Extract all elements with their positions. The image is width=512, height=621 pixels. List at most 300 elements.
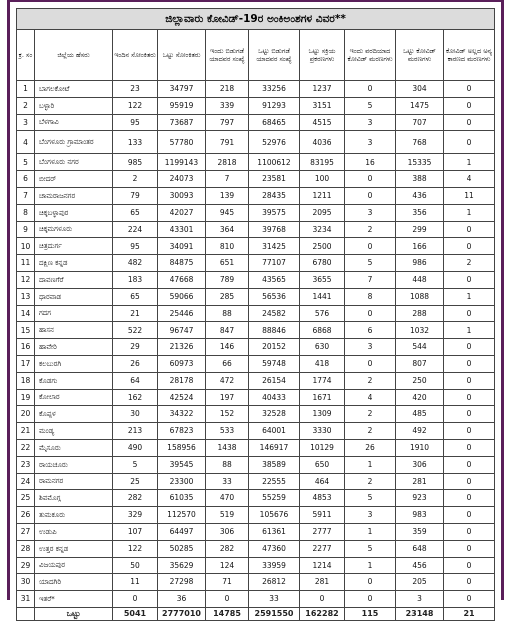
today-discharged: 88 xyxy=(206,305,249,322)
table-row xyxy=(17,187,495,204)
serial-number: 28 xyxy=(17,540,35,557)
left-border xyxy=(7,0,10,600)
total-discharged: 64001 xyxy=(249,423,300,440)
today-cases: 95 xyxy=(113,114,158,131)
totals-label: ಒಟ್ಟು xyxy=(35,607,113,620)
serial-number: 27 xyxy=(17,523,35,540)
total-cases: 39545 xyxy=(158,456,206,473)
today-discharged: 146 xyxy=(206,339,249,356)
other-deaths: 0 xyxy=(444,372,495,389)
total-discharged: 32528 xyxy=(249,406,300,423)
serial-number: 10 xyxy=(17,238,35,255)
today-deaths: 5 xyxy=(345,490,396,507)
today-discharged: 789 xyxy=(206,271,249,288)
total-deaths: 707 xyxy=(396,114,444,131)
today-discharged: 472 xyxy=(206,372,249,389)
active-cases: 630 xyxy=(300,339,345,356)
today-discharged: 339 xyxy=(206,97,249,114)
serial-number: 13 xyxy=(17,288,35,305)
district-name: ಇತರೆ* xyxy=(35,591,113,608)
total-discharged: 88846 xyxy=(249,322,300,339)
total-deaths: 807 xyxy=(396,355,444,372)
other-deaths: 0 xyxy=(444,271,495,288)
today-cases: 65 xyxy=(113,288,158,305)
other-deaths: 11 xyxy=(444,187,495,204)
table-row xyxy=(17,355,495,372)
total-cases: 1199143 xyxy=(158,154,206,171)
active-cases: 1214 xyxy=(300,557,345,574)
table-row xyxy=(17,490,495,507)
total-cases: 50285 xyxy=(158,540,206,557)
district-name: ಬೀದರ್ xyxy=(35,171,113,188)
total-cases: 84875 xyxy=(158,255,206,272)
today-discharged: 197 xyxy=(206,389,249,406)
today-deaths: 2 xyxy=(345,473,396,490)
table-row xyxy=(17,372,495,389)
today-deaths: 1 xyxy=(345,557,396,574)
total-discharged: 33256 xyxy=(249,81,300,98)
serial-number: 9 xyxy=(17,221,35,238)
today-discharged: 533 xyxy=(206,423,249,440)
serial-number: 2 xyxy=(17,97,35,114)
total-deaths: 986 xyxy=(396,255,444,272)
totals-total: 2777010 xyxy=(158,607,206,620)
today-cases: 282 xyxy=(113,490,158,507)
serial-number: 20 xyxy=(17,406,35,423)
other-deaths: 0 xyxy=(444,574,495,591)
today-cases: 50 xyxy=(113,557,158,574)
total-discharged: 105676 xyxy=(249,507,300,524)
stats-sheet xyxy=(16,8,494,621)
totals-today: 5041 xyxy=(113,607,158,620)
total-cases: 59066 xyxy=(158,288,206,305)
today-deaths: 16 xyxy=(345,154,396,171)
total-deaths: 356 xyxy=(396,204,444,221)
table-row xyxy=(17,507,495,524)
active-cases: 2095 xyxy=(300,204,345,221)
active-cases: 1671 xyxy=(300,389,345,406)
total-deaths: 306 xyxy=(396,456,444,473)
active-cases: 4036 xyxy=(300,131,345,154)
today-cases: 64 xyxy=(113,372,158,389)
total-deaths: 1088 xyxy=(396,288,444,305)
today-cases: 11 xyxy=(113,574,158,591)
total-discharged: 40433 xyxy=(249,389,300,406)
today-deaths: 26 xyxy=(345,439,396,456)
today-cases: 490 xyxy=(113,439,158,456)
total-discharged: 146917 xyxy=(249,439,300,456)
other-deaths: 0 xyxy=(444,507,495,524)
today-discharged: 66 xyxy=(206,355,249,372)
table-row xyxy=(17,523,495,540)
total-deaths: 250 xyxy=(396,372,444,389)
total-deaths: 983 xyxy=(396,507,444,524)
other-deaths: 0 xyxy=(444,238,495,255)
active-cases: 2277 xyxy=(300,540,345,557)
today-discharged: 139 xyxy=(206,187,249,204)
totals-today-deaths: 115 xyxy=(345,607,396,620)
today-cases: 29 xyxy=(113,339,158,356)
active-cases: 4515 xyxy=(300,114,345,131)
today-deaths: 0 xyxy=(345,591,396,608)
other-deaths: 2 xyxy=(444,255,495,272)
today-cases: 26 xyxy=(113,355,158,372)
column-header: ಒಟ್ಟು ಸೋಂಕಿತರು xyxy=(158,30,206,81)
total-discharged: 91293 xyxy=(249,97,300,114)
district-name: ಧಾರವಾಡ xyxy=(35,288,113,305)
total-cases: 67823 xyxy=(158,423,206,440)
today-discharged: 364 xyxy=(206,221,249,238)
table-row xyxy=(17,574,495,591)
today-deaths: 8 xyxy=(345,288,396,305)
table-row xyxy=(17,339,495,356)
today-cases: 224 xyxy=(113,221,158,238)
table-row xyxy=(17,97,495,114)
total-discharged: 23581 xyxy=(249,171,300,188)
totals-active: 162282 xyxy=(300,607,345,620)
district-name: ತುಮಕೂರು xyxy=(35,507,113,524)
table-row xyxy=(17,389,495,406)
table-title: ಜಿಲ್ಲಾವಾರು ಕೋವಿಡ್-19ರ ಅಂಕಿಅಂಶಗಳ ವಿವರ** xyxy=(17,9,495,30)
total-deaths: 288 xyxy=(396,305,444,322)
active-cases: 281 xyxy=(300,574,345,591)
other-deaths: 0 xyxy=(444,131,495,154)
table-row xyxy=(17,591,495,608)
total-deaths: 281 xyxy=(396,473,444,490)
total-deaths: 923 xyxy=(396,490,444,507)
district-name: ಉತ್ತರ ಕನ್ನಡ xyxy=(35,540,113,557)
today-discharged: 33 xyxy=(206,473,249,490)
today-cases: 107 xyxy=(113,523,158,540)
district-name: ಕೊಡಗು xyxy=(35,372,113,389)
today-deaths: 1 xyxy=(345,523,396,540)
active-cases: 4853 xyxy=(300,490,345,507)
today-deaths: 3 xyxy=(345,339,396,356)
district-name: ದಕ್ಷಿಣ ಕನ್ನಡ xyxy=(35,255,113,272)
total-discharged: 59748 xyxy=(249,355,300,372)
total-cases: 25446 xyxy=(158,305,206,322)
other-deaths: 0 xyxy=(444,523,495,540)
total-discharged: 1100612 xyxy=(249,154,300,171)
today-cases: 0 xyxy=(113,591,158,608)
table-row xyxy=(17,221,495,238)
active-cases: 5911 xyxy=(300,507,345,524)
total-cases: 158956 xyxy=(158,439,206,456)
active-cases: 0 xyxy=(300,591,345,608)
today-discharged: 124 xyxy=(206,557,249,574)
other-deaths: 0 xyxy=(444,540,495,557)
active-cases: 1211 xyxy=(300,187,345,204)
total-discharged: 26812 xyxy=(249,574,300,591)
today-cases: 5 xyxy=(113,456,158,473)
totals-other-deaths: 21 xyxy=(444,607,495,620)
active-cases: 3151 xyxy=(300,97,345,114)
total-cases: 60973 xyxy=(158,355,206,372)
today-deaths: 3 xyxy=(345,507,396,524)
serial-number: 22 xyxy=(17,439,35,456)
totals-today-discharged: 14785 xyxy=(206,607,249,620)
total-deaths: 299 xyxy=(396,221,444,238)
total-cases: 28178 xyxy=(158,372,206,389)
right-border xyxy=(501,0,504,600)
total-deaths: 768 xyxy=(396,131,444,154)
district-name: ಕೋಲಾರ xyxy=(35,389,113,406)
serial-number: 8 xyxy=(17,204,35,221)
total-cases: 21326 xyxy=(158,339,206,356)
total-deaths: 15335 xyxy=(396,154,444,171)
today-discharged: 470 xyxy=(206,490,249,507)
total-cases: 30093 xyxy=(158,187,206,204)
column-header: ಕ್ರ. ಸಂ xyxy=(17,30,35,81)
today-discharged: 0 xyxy=(206,591,249,608)
today-deaths: 3 xyxy=(345,204,396,221)
district-name: ಗದಗ xyxy=(35,305,113,322)
active-cases: 1441 xyxy=(300,288,345,305)
total-cases: 73687 xyxy=(158,114,206,131)
total-discharged: 24582 xyxy=(249,305,300,322)
table-row xyxy=(17,322,495,339)
table-row xyxy=(17,114,495,131)
district-name: ವಿಜಯಪುರ xyxy=(35,557,113,574)
today-deaths: 5 xyxy=(345,540,396,557)
total-discharged: 28435 xyxy=(249,187,300,204)
district-name: ಬೆಂಗಳೂರು ಗ್ರಾಮಾಂತರ xyxy=(35,131,113,154)
total-discharged: 43565 xyxy=(249,271,300,288)
total-discharged: 26154 xyxy=(249,372,300,389)
district-covid-table xyxy=(16,8,495,621)
other-deaths: 0 xyxy=(444,406,495,423)
today-deaths: 0 xyxy=(345,574,396,591)
total-cases: 35629 xyxy=(158,557,206,574)
total-deaths: 448 xyxy=(396,271,444,288)
today-discharged: 797 xyxy=(206,114,249,131)
other-deaths: 0 xyxy=(444,439,495,456)
district-name: ರಾಮನಗರ xyxy=(35,473,113,490)
today-cases: 122 xyxy=(113,540,158,557)
district-name: ಚಾಮರಾಜನಗರ xyxy=(35,187,113,204)
total-discharged: 39768 xyxy=(249,221,300,238)
today-cases: 183 xyxy=(113,271,158,288)
total-discharged: 33 xyxy=(249,591,300,608)
column-header: ಕೋವಿಡ್ ಅಲ್ಲದ ಅನ್ಯ ಕಾರಣದ ಮರಣಗಳು xyxy=(444,30,495,81)
other-deaths: 1 xyxy=(444,288,495,305)
totals-total-discharged: 2591550 xyxy=(249,607,300,620)
serial-number: 5 xyxy=(17,154,35,171)
today-discharged: 282 xyxy=(206,540,249,557)
today-discharged: 810 xyxy=(206,238,249,255)
today-discharged: 791 xyxy=(206,131,249,154)
total-cases: 95919 xyxy=(158,97,206,114)
table-row xyxy=(17,423,495,440)
other-deaths: 1 xyxy=(444,154,495,171)
table-row xyxy=(17,557,495,574)
other-deaths: 0 xyxy=(444,97,495,114)
district-name: ಬೆಳಗಾವಿ xyxy=(35,114,113,131)
top-border xyxy=(7,0,504,2)
total-deaths: 205 xyxy=(396,574,444,591)
active-cases: 83195 xyxy=(300,154,345,171)
active-cases: 100 xyxy=(300,171,345,188)
serial-number: 7 xyxy=(17,187,35,204)
total-cases: 24073 xyxy=(158,171,206,188)
today-cases: 30 xyxy=(113,406,158,423)
serial-number: 6 xyxy=(17,171,35,188)
total-cases: 64497 xyxy=(158,523,206,540)
total-cases: 23300 xyxy=(158,473,206,490)
total-discharged: 55259 xyxy=(249,490,300,507)
active-cases: 650 xyxy=(300,456,345,473)
district-name: ಉಡುಪಿ xyxy=(35,523,113,540)
district-name: ಶಿವಮೊಗ್ಗ xyxy=(35,490,113,507)
total-deaths: 166 xyxy=(396,238,444,255)
serial-number: 21 xyxy=(17,423,35,440)
district-name: ಹಾವೇರಿ xyxy=(35,339,113,356)
other-deaths: 0 xyxy=(444,355,495,372)
total-deaths: 485 xyxy=(396,406,444,423)
district-name: ಚಿಕ್ಕಬಳ್ಳಾಪುರ xyxy=(35,204,113,221)
other-deaths: 0 xyxy=(444,114,495,131)
today-deaths: 2 xyxy=(345,423,396,440)
today-cases: 133 xyxy=(113,131,158,154)
other-deaths: 0 xyxy=(444,81,495,98)
today-deaths: 5 xyxy=(345,97,396,114)
serial-number: 15 xyxy=(17,322,35,339)
other-deaths: 0 xyxy=(444,557,495,574)
column-header: ಜಿಲ್ಲೆಯ ಹೆಸರು xyxy=(35,30,113,81)
today-cases: 2 xyxy=(113,171,158,188)
active-cases: 1774 xyxy=(300,372,345,389)
total-discharged: 77107 xyxy=(249,255,300,272)
column-header: ಒಟ್ಟು ಬಿಡುಗಡೆ ಯಾದವರ ಸಂಖ್ಯೆ xyxy=(249,30,300,81)
totals-total-deaths: 23148 xyxy=(396,607,444,620)
table-body xyxy=(17,81,495,608)
today-cases: 522 xyxy=(113,322,158,339)
header-row xyxy=(17,30,495,81)
table-row xyxy=(17,154,495,171)
district-name: ಬೆಂಗಳೂರು ನಗರ xyxy=(35,154,113,171)
total-deaths: 1475 xyxy=(396,97,444,114)
totals-sn xyxy=(17,607,35,620)
table-row xyxy=(17,456,495,473)
active-cases: 3234 xyxy=(300,221,345,238)
active-cases: 10129 xyxy=(300,439,345,456)
district-name: ಮೈಸೂರು xyxy=(35,439,113,456)
district-name: ಬಾಗಲಕೋಟೆ xyxy=(35,81,113,98)
today-cases: 95 xyxy=(113,238,158,255)
total-discharged: 31425 xyxy=(249,238,300,255)
column-header: ಇಂದಿನ ಸೋಂಕಿತರು xyxy=(113,30,158,81)
district-name: ಮಂಡ್ಯ xyxy=(35,423,113,440)
total-cases: 42524 xyxy=(158,389,206,406)
other-deaths: 0 xyxy=(444,305,495,322)
total-cases: 36 xyxy=(158,591,206,608)
total-deaths: 359 xyxy=(396,523,444,540)
table-row xyxy=(17,271,495,288)
today-deaths: 0 xyxy=(345,187,396,204)
today-discharged: 519 xyxy=(206,507,249,524)
active-cases: 576 xyxy=(300,305,345,322)
serial-number: 25 xyxy=(17,490,35,507)
serial-number: 18 xyxy=(17,372,35,389)
other-deaths: 4 xyxy=(444,171,495,188)
total-discharged: 52976 xyxy=(249,131,300,154)
column-header: ಇಂದು ವರದಿಯಾದ ಕೋವಿಡ್ ಮರಣಗಳು xyxy=(345,30,396,81)
today-cases: 213 xyxy=(113,423,158,440)
today-cases: 23 xyxy=(113,81,158,98)
today-cases: 65 xyxy=(113,204,158,221)
today-discharged: 88 xyxy=(206,456,249,473)
total-discharged: 22555 xyxy=(249,473,300,490)
today-deaths: 3 xyxy=(345,114,396,131)
today-deaths: 0 xyxy=(345,305,396,322)
today-discharged: 71 xyxy=(206,574,249,591)
total-cases: 34091 xyxy=(158,238,206,255)
total-deaths: 420 xyxy=(396,389,444,406)
serial-number: 1 xyxy=(17,81,35,98)
today-discharged: 7 xyxy=(206,171,249,188)
today-deaths: 4 xyxy=(345,389,396,406)
total-discharged: 68465 xyxy=(249,114,300,131)
today-discharged: 285 xyxy=(206,288,249,305)
serial-number: 30 xyxy=(17,574,35,591)
today-cases: 985 xyxy=(113,154,158,171)
total-cases: 43301 xyxy=(158,221,206,238)
active-cases: 6868 xyxy=(300,322,345,339)
today-cases: 122 xyxy=(113,97,158,114)
active-cases: 1309 xyxy=(300,406,345,423)
total-discharged: 47360 xyxy=(249,540,300,557)
serial-number: 11 xyxy=(17,255,35,272)
district-name: ಚಿಕ್ಕಮಗಳೂರು xyxy=(35,221,113,238)
today-cases: 79 xyxy=(113,187,158,204)
total-deaths: 1910 xyxy=(396,439,444,456)
total-discharged: 61361 xyxy=(249,523,300,540)
today-discharged: 306 xyxy=(206,523,249,540)
today-deaths: 0 xyxy=(345,171,396,188)
total-cases: 34797 xyxy=(158,81,206,98)
serial-number: 17 xyxy=(17,355,35,372)
total-deaths: 436 xyxy=(396,187,444,204)
table-row xyxy=(17,171,495,188)
total-cases: 42027 xyxy=(158,204,206,221)
district-name: ದಾವಣಗೆರೆ xyxy=(35,271,113,288)
table-row xyxy=(17,238,495,255)
today-discharged: 651 xyxy=(206,255,249,272)
district-name: ಬಳ್ಳಾರಿ xyxy=(35,97,113,114)
table-row xyxy=(17,540,495,557)
serial-number: 24 xyxy=(17,473,35,490)
district-name: ಕಲಬುರಗಿ xyxy=(35,355,113,372)
today-deaths: 1 xyxy=(345,456,396,473)
total-cases: 47668 xyxy=(158,271,206,288)
active-cases: 1237 xyxy=(300,81,345,98)
today-deaths: 2 xyxy=(345,372,396,389)
table-row xyxy=(17,204,495,221)
total-cases: 34322 xyxy=(158,406,206,423)
total-deaths: 1032 xyxy=(396,322,444,339)
total-deaths: 304 xyxy=(396,81,444,98)
active-cases: 464 xyxy=(300,473,345,490)
total-discharged: 33959 xyxy=(249,557,300,574)
today-cases: 21 xyxy=(113,305,158,322)
serial-number: 14 xyxy=(17,305,35,322)
serial-number: 3 xyxy=(17,114,35,131)
other-deaths: 0 xyxy=(444,339,495,356)
other-deaths: 0 xyxy=(444,423,495,440)
active-cases: 6780 xyxy=(300,255,345,272)
today-cases: 482 xyxy=(113,255,158,272)
today-cases: 25 xyxy=(113,473,158,490)
